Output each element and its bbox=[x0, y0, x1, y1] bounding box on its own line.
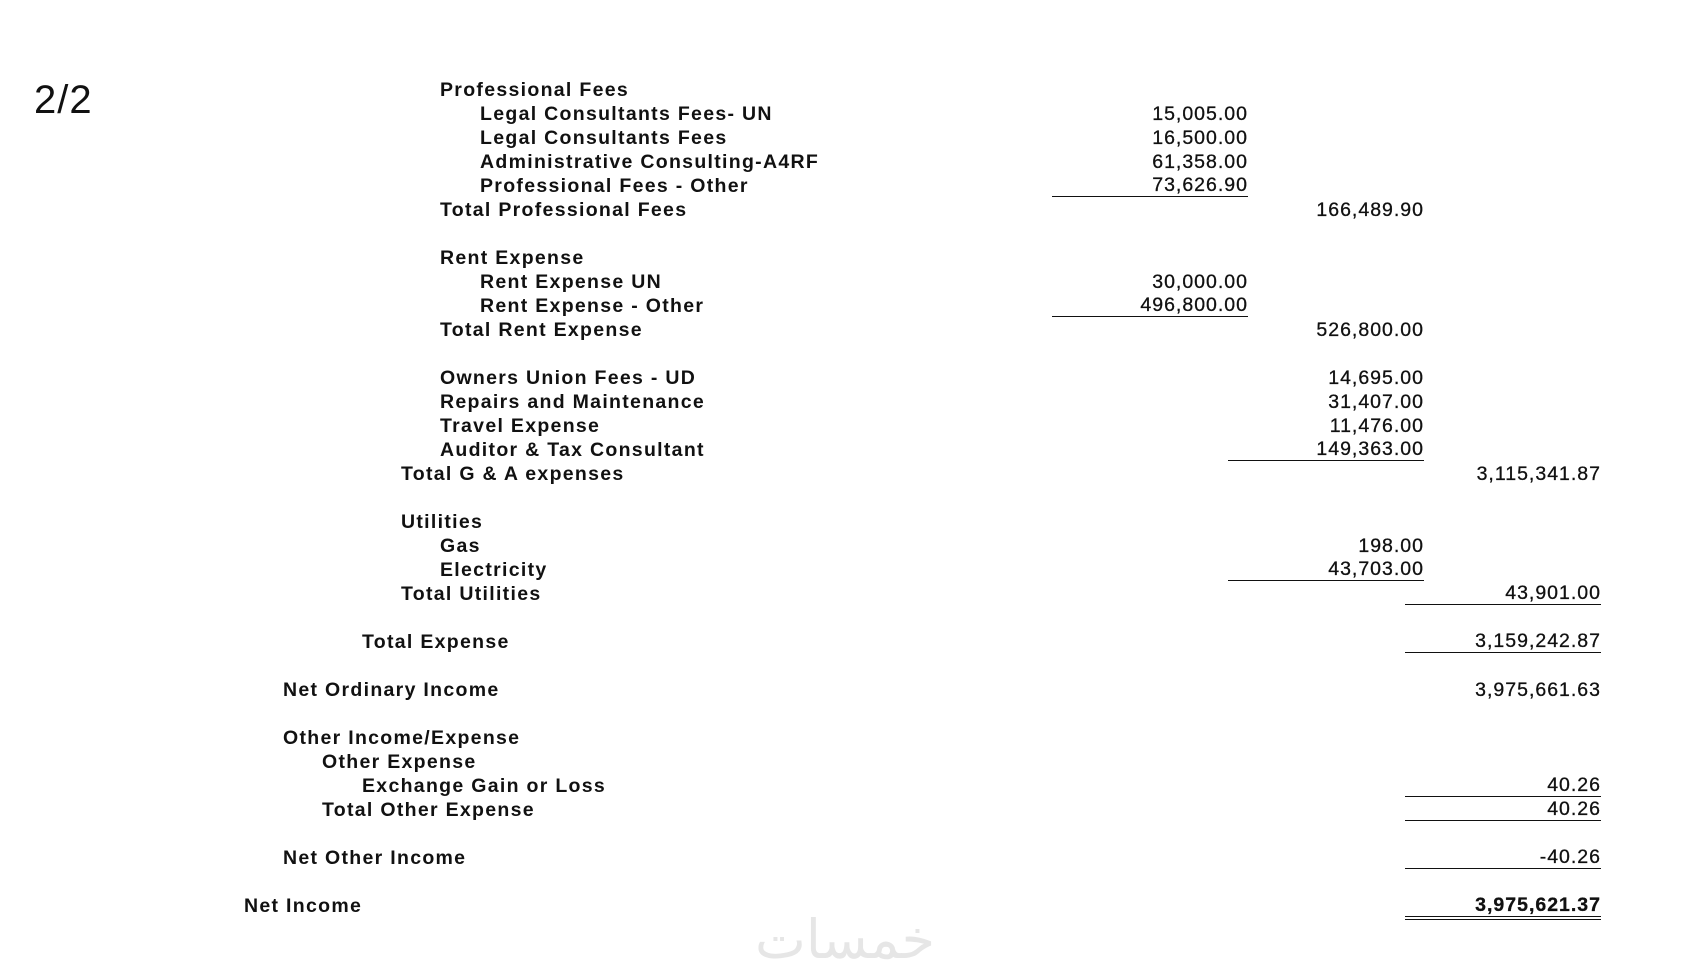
row-label: Total G & A expenses bbox=[401, 463, 625, 485]
row-label: Owners Union Fees - UD bbox=[440, 367, 697, 389]
row-label: Total Rent Expense bbox=[440, 319, 643, 341]
report-row-other-expense bbox=[0, 750, 1700, 774]
row-label: Auditor & Tax Consultant bbox=[440, 439, 705, 461]
report-row-utilities bbox=[0, 510, 1700, 534]
row-amount: 496,800.00 bbox=[1052, 294, 1248, 317]
row-amount: 526,800.00 bbox=[1316, 319, 1424, 341]
report-row-total-other-expense bbox=[0, 798, 1700, 822]
report-row-gas bbox=[0, 534, 1700, 558]
row-label: Legal Consultants Fees bbox=[480, 127, 728, 149]
row-amount: 198.00 bbox=[1358, 535, 1424, 557]
page-number: 2/2 bbox=[34, 78, 93, 122]
row-label: Gas bbox=[440, 535, 481, 557]
row-label: Rent Expense bbox=[440, 247, 585, 269]
report-row-rent-expense-other bbox=[0, 294, 1700, 318]
row-amount: 43,703.00 bbox=[1228, 558, 1424, 581]
row-amount: 3,159,242.87 bbox=[1405, 630, 1601, 653]
row-label: Rent Expense UN bbox=[480, 271, 663, 293]
row-label: Total Professional Fees bbox=[440, 199, 688, 221]
report-row-owners-union-fees bbox=[0, 366, 1700, 390]
row-label: Professional Fees - Other bbox=[480, 175, 749, 197]
row-amount: 14,695.00 bbox=[1328, 367, 1424, 389]
report-row-electricity bbox=[0, 558, 1700, 582]
row-amount: 3,975,621.37 bbox=[1405, 894, 1601, 920]
row-amount: 3,975,661.63 bbox=[1475, 679, 1601, 701]
row-label: Total Utilities bbox=[401, 583, 542, 605]
report-row-professional-fees-other bbox=[0, 174, 1700, 198]
row-label: Other Income/Expense bbox=[283, 727, 521, 749]
report-row-travel-expense bbox=[0, 414, 1700, 438]
report-row-total-rent-expense bbox=[0, 318, 1700, 342]
report-row-total-ga-expenses bbox=[0, 462, 1700, 486]
report-row-auditor-tax-consultant bbox=[0, 438, 1700, 462]
row-amount: 73,626.90 bbox=[1052, 174, 1248, 197]
report-row-administrative-consulting bbox=[0, 150, 1700, 174]
row-label: Legal Consultants Fees- UN bbox=[480, 103, 773, 125]
report-row-net-ordinary-income bbox=[0, 678, 1700, 702]
row-amount: 61,358.00 bbox=[1152, 151, 1248, 173]
row-label: Net Income bbox=[244, 895, 363, 917]
row-amount: 3,115,341.87 bbox=[1476, 463, 1601, 485]
report-row-other-income-expense bbox=[0, 726, 1700, 750]
row-amount: 40.26 bbox=[1405, 798, 1601, 821]
report-row-rent-expense-un bbox=[0, 270, 1700, 294]
row-label: Total Other Expense bbox=[322, 799, 535, 821]
report-row-total-expense bbox=[0, 630, 1700, 654]
row-label: Professional Fees bbox=[440, 79, 630, 101]
row-amount: 11,476.00 bbox=[1329, 415, 1424, 437]
report-row-net-other-income bbox=[0, 846, 1700, 870]
row-amount: -40.26 bbox=[1405, 846, 1601, 869]
row-amount: 31,407.00 bbox=[1328, 391, 1424, 413]
row-label: Other Expense bbox=[322, 751, 477, 773]
row-label: Repairs and Maintenance bbox=[440, 391, 706, 413]
row-label: Rent Expense - Other bbox=[480, 295, 705, 317]
row-amount: 30,000.00 bbox=[1152, 271, 1248, 293]
row-label: Exchange Gain or Loss bbox=[362, 775, 607, 797]
row-label: Travel Expense bbox=[440, 415, 601, 437]
row-label: Electricity bbox=[440, 559, 548, 581]
row-amount: 15,005.00 bbox=[1152, 103, 1248, 125]
row-label: Net Ordinary Income bbox=[283, 679, 500, 701]
row-amount: 43,901.00 bbox=[1405, 582, 1601, 605]
report-row-exchange-gain-or-loss bbox=[0, 774, 1700, 798]
row-amount: 166,489.90 bbox=[1316, 199, 1424, 221]
report-row-professional-fees bbox=[0, 78, 1700, 102]
row-label: Total Expense bbox=[362, 631, 510, 653]
report-row-total-utilities bbox=[0, 582, 1700, 606]
report-row-total-professional-fees bbox=[0, 198, 1700, 222]
row-amount: 40.26 bbox=[1405, 774, 1601, 797]
row-amount: 16,500.00 bbox=[1152, 127, 1248, 149]
row-amount: 149,363.00 bbox=[1228, 438, 1424, 461]
watermark-logo: خمسات bbox=[755, 908, 936, 971]
row-label: Administrative Consulting-A4RF bbox=[480, 151, 820, 173]
row-label: Utilities bbox=[401, 511, 484, 533]
report-row-repairs-and-maintenance bbox=[0, 390, 1700, 414]
report-row-legal-consultants-fees-un bbox=[0, 102, 1700, 126]
report-row-rent-expense bbox=[0, 246, 1700, 270]
report-row-legal-consultants-fees bbox=[0, 126, 1700, 150]
row-label: Net Other Income bbox=[283, 847, 467, 869]
